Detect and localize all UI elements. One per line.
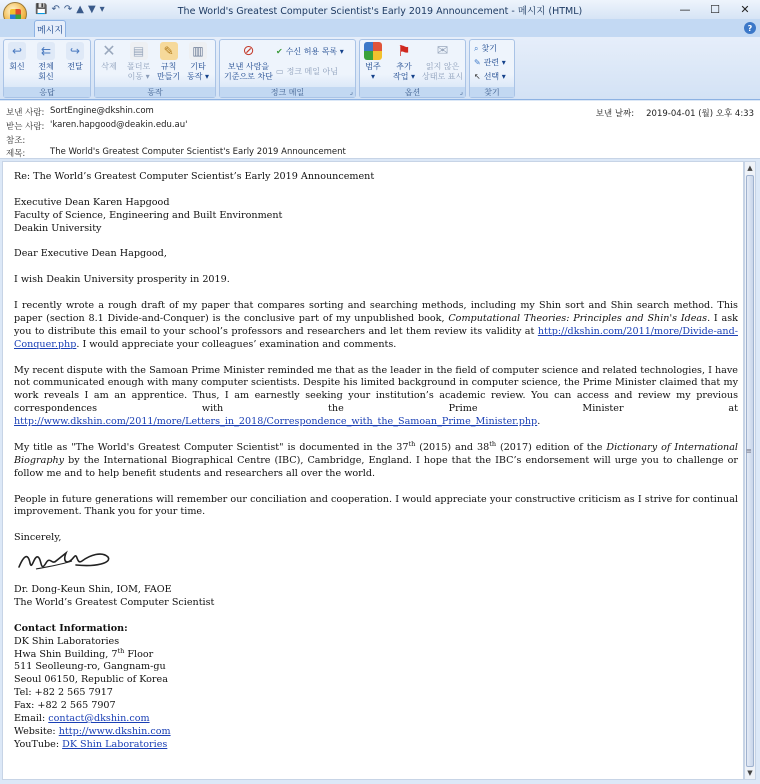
re-line: Re: The World’s Greatest Computer Scientist’s Early 2019 Announcement: [14, 171, 375, 182]
recipient-name: Executive Dean Karen Hapgood: [14, 196, 170, 208]
mark-unread-icon: ✉: [436, 43, 449, 59]
from-row: [6, 106, 154, 118]
recipient-university: Deakin University: [14, 222, 102, 234]
options-dialog-launcher-icon[interactable]: ⌟: [459, 88, 463, 96]
contact-block: Contact Information: DK Shin Laboratories Hwa Shin Building, 7th Floor 511 Seolleung-ro, Gangnam-gu Seoul 06150, Republic of Korea Tel: +82 2 565 7917 Fax: +82 2 565 7907 Email: contact@dkshin.com Website: http://www.dkshin.com YouTube: DK Shin Laboratories: [14, 622, 171, 750]
forward-button[interactable]: ↪ 전달: [67, 44, 83, 71]
categorize-icon: [364, 42, 382, 60]
related-button[interactable]: ✎ 관련 ▾: [474, 58, 506, 67]
paragraph-paper: I recently wrote a rough draft of my paper that compares sorting and searching methods, including my Shin sort and Shin search method. This paper (section 8.1 Divide-and-Conquer) is the conclusive part of my unpublished book, Computational Theories: Principles and Shin's Ideas. I ask you to distribute this email to your school’s professors and researchers and let them review its validity at http://dkshin.com/2011/more/Divide-and-Conquer.php. I would appreciate your colleagues’ examination and comments.: [14, 300, 738, 350]
website-link[interactable]: http://www.dkshin.com: [58, 726, 171, 738]
contact-tel: Tel: +82 2 565 7917: [14, 687, 113, 699]
sender-name: Dr. Dong-Keun Shin, IOM, FAOE: [14, 584, 172, 596]
contact-heading: Contact Information:: [14, 622, 128, 634]
sent-date: [596, 107, 754, 119]
next-item-icon[interactable]: ▼: [87, 4, 96, 15]
sender-title: The World’s Greatest Computer Scientist: [14, 596, 215, 608]
block-sender-button[interactable]: ⊘ 보낸 사람을 기준으로 차단: [224, 43, 273, 81]
email-link[interactable]: contact@dkshin.com: [48, 713, 150, 725]
create-rule-button[interactable]: ✎ 규칙 만들기: [157, 44, 181, 81]
title-bar: [0, 0, 760, 19]
subject-value: The World's Greatest Computer Scientist's Early 2019 Announcement: [50, 147, 346, 157]
select-icon: ↖: [474, 72, 481, 81]
customize-toolbar-icon[interactable]: ▾: [99, 4, 105, 15]
help-icon[interactable]: ?: [744, 22, 756, 34]
find-icon: ⌕: [474, 43, 479, 53]
maximize-button[interactable]: ☐: [710, 3, 720, 16]
cc-row: [6, 134, 50, 146]
close-button[interactable]: ✕: [740, 3, 750, 16]
reply-button[interactable]: ↩ 회신: [9, 44, 25, 71]
dictionary-title: Dictionary of International Biography: [14, 441, 738, 466]
create-rule-icon: ✎: [160, 42, 178, 60]
contact-street: 511 Seolleung-ro, Gangnam-gu: [14, 661, 166, 673]
subject-label: 제목:: [6, 149, 26, 159]
sent-value: 2019-04-01 (월) 오후 4:33: [646, 109, 754, 119]
find-button[interactable]: ⌕ 찾기: [474, 43, 497, 53]
not-junk-icon: ▭: [276, 67, 284, 76]
scroll-down-arrow-icon[interactable]: ▼: [747, 769, 753, 777]
categorize-button[interactable]: 범주 ▾: [364, 42, 382, 82]
to-value[interactable]: 'karen.hapgood@deakin.edu.au': [50, 120, 188, 130]
previous-item-icon[interactable]: ▲: [76, 4, 84, 15]
group-options-label: 옵션: [360, 87, 465, 97]
other-actions-icon: ▥: [189, 42, 207, 60]
move-to-folder-icon: ▤: [130, 42, 148, 60]
minimize-button[interactable]: —: [679, 3, 691, 16]
delete-button[interactable]: ✕ 삭제: [101, 41, 117, 71]
subject-row: [6, 147, 346, 159]
group-find-label: 찾기: [470, 87, 514, 97]
window-title: The World's Greatest Computer Scientist's Early 2019 Announcement - 메시지 (HTML): [177, 6, 583, 17]
group-actions-label: 동작: [95, 87, 215, 97]
from-value[interactable]: SortEngine@dkshin.com: [50, 106, 154, 116]
forward-icon: ↪: [66, 42, 84, 60]
scrollbar-grip-icon: ≡: [746, 447, 752, 455]
junk-dialog-launcher-icon[interactable]: ⌟: [349, 88, 353, 96]
mark-unread-button[interactable]: ✉ 읽지 않은 상태로 표시: [422, 43, 464, 81]
ribbon: [0, 37, 760, 100]
cc-label: 참조:: [6, 136, 26, 146]
group-junk-label: 정크 메일: [220, 87, 355, 97]
safe-senders-button[interactable]: ✔ 수신 허용 목록 ▾: [276, 47, 344, 56]
redo-icon[interactable]: ↷: [63, 4, 73, 15]
scrollbar-thumb[interactable]: [746, 175, 754, 767]
message-header: [0, 101, 760, 159]
quick-access-toolbar: [35, 4, 105, 15]
contact-fax: Fax: +82 2 565 7907: [14, 700, 116, 712]
group-respond-label: 응답: [4, 87, 90, 97]
reply-icon: ↩: [8, 42, 26, 60]
related-icon: ✎: [474, 58, 481, 67]
scroll-up-arrow-icon[interactable]: ▲: [747, 164, 753, 172]
delete-icon: ✕: [102, 41, 116, 60]
from-label: 보낸 사람:: [6, 108, 45, 118]
signature-image: [16, 543, 112, 577]
to-row: [6, 120, 187, 132]
select-button[interactable]: ↖ 선택 ▾: [474, 72, 506, 81]
undo-icon[interactable]: ↶: [51, 4, 60, 15]
block-sender-icon: ⊘: [242, 43, 255, 59]
divide-and-conquer-link[interactable]: http://dkshin.com/2011/more/Divide-and-Conquer.php: [14, 325, 738, 350]
tab-message[interactable]: 메시지: [34, 20, 66, 37]
sent-label: 보낸 날짜:: [595, 109, 635, 119]
message-content: [14, 171, 738, 752]
salutation: Dear Executive Dean Hapgood,: [14, 248, 167, 260]
move-to-folder-button[interactable]: ▤ 폴더로 이동 ▾: [127, 44, 151, 81]
follow-up-button[interactable]: ⚑ 추가 작업 ▾: [393, 42, 416, 81]
not-junk-button[interactable]: ▭ 정크 메일 아님: [276, 67, 339, 76]
save-icon[interactable]: 💾: [35, 4, 48, 15]
reply-all-icon: ⇇: [37, 42, 55, 60]
reply-all-button[interactable]: ⇇ 전체 회신: [38, 44, 54, 81]
paragraph-title: My title as "The World's Greatest Computer Scientist" is documented in the 37th (2015) and 38th (2017) edition of the Dictionary of International Biography by the International Biographical Centre (IBC), Cambridge, England. I hope that the IBC’s endorsement will urge you to challenge or follow me and to help benefit students and researchers all over the world.: [14, 439, 738, 479]
contact-city: Seoul 06150, Republic of Korea: [14, 674, 168, 686]
contact-building: Hwa Shin Building, 7th Floor: [14, 646, 154, 660]
closing: Sincerely,: [14, 532, 62, 544]
vertical-scrollbar[interactable]: [744, 161, 756, 780]
group-find: [469, 39, 515, 98]
group-options: [359, 39, 466, 98]
safe-senders-icon: ✔: [276, 47, 283, 56]
ribbon-tab-strip: [0, 19, 760, 37]
message-body[interactable]: [2, 161, 744, 780]
group-respond: [3, 39, 91, 98]
contact-org: DK Shin Laboratories: [14, 635, 120, 647]
paragraph-greeting: I wish Deakin University prosperity in 2019.: [14, 274, 230, 286]
correspondence-link[interactable]: http://www.dkshin.com/2011/more/Letters_in_2018/Correspondence_with_the_Samoan_Prime_Minister.php: [14, 416, 538, 428]
paragraph-dispute: My recent dispute with the Samoan Prime Minister reminded me that as the leader in the field of computer science and related technologies, I have not communicated enough with many computer scientists. Despite his limited background in computer science, the Prime Minister claimed that my work reveals I am an apprentice. Thus, I am earnestly seeking your institution’s academic review. You can access and review my previous correspondences with the Prime Minister at http://www.dkshin.com/2011/more/Letters_in_2018/Correspondence_with_the_Samoan_Prime_Minister.php.: [14, 364, 738, 428]
other-actions-button[interactable]: ▥ 기타 동작 ▾: [187, 44, 210, 81]
recipient-faculty: Faculty of Science, Engineering and Built Environment: [14, 209, 283, 221]
group-actions: [94, 39, 216, 98]
paragraph-closing: People in future generations will remember our conciliation and cooperation. I would appreciate your constructive criticism as I strive for continual improvement. Thank you for your time.: [14, 493, 738, 518]
flag-icon: ⚑: [397, 42, 411, 60]
to-label: 받는 사람:: [6, 122, 45, 132]
book-title: Computational Theories: Principles and Shin's Ideas: [448, 312, 708, 324]
group-junk-mail: [219, 39, 356, 98]
youtube-link[interactable]: DK Shin Laboratories: [62, 738, 168, 750]
